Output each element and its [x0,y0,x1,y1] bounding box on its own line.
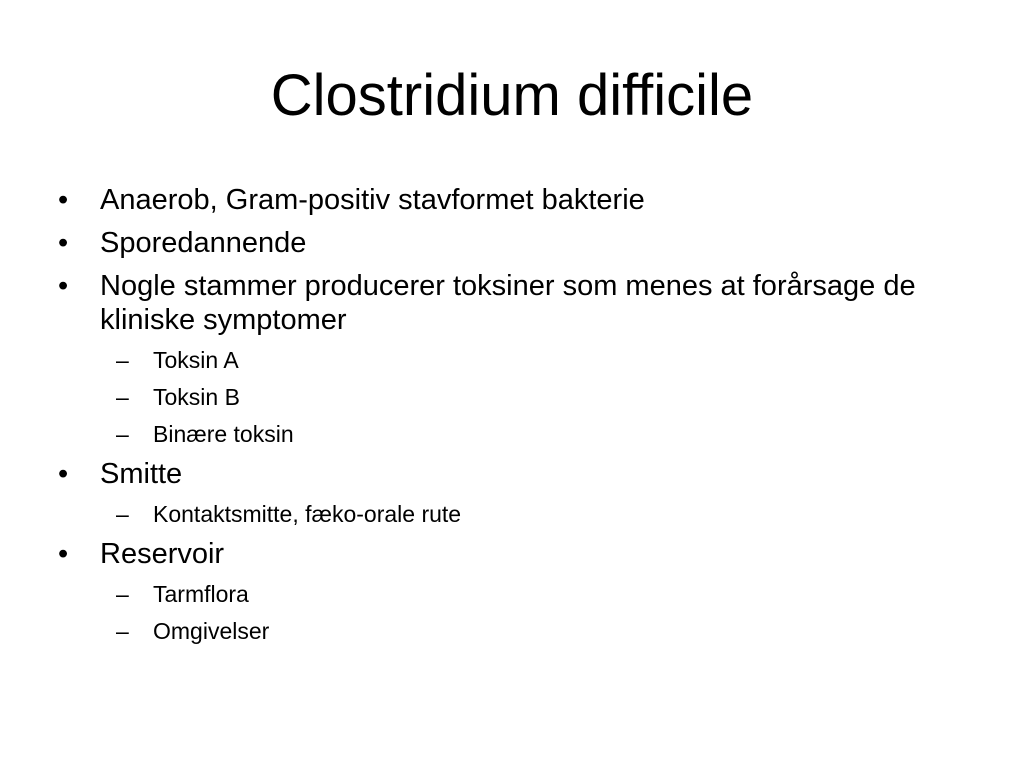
bullet-marker: • [58,270,69,302]
bullet-item-sporedannende [58,226,938,260]
sub-bullet-item-toksin-b [58,383,938,411]
sub-bullet-text: Tarmflora [153,581,249,607]
sub-bullet-text: Toksin A [153,347,239,373]
bullet-text: Reservoir [100,538,225,570]
sub-bullet-text: Toksin B [153,384,240,410]
sub-bullet-marker: – [116,581,129,607]
bullet-marker: • [58,184,69,216]
slide-title: Clostridium difficile [270,63,754,128]
bullet-marker: • [58,227,69,259]
sub-bullet-marker: – [116,384,129,410]
bullet-text: Anaerob, Gram-positiv stavformet bakterie [100,184,645,216]
bullet-text: Smitte [100,458,183,490]
bullet-marker: • [58,458,69,490]
bullet-text: Nogle stammer producerer toksiner som menes at forårsage de kliniske symptomer [100,270,916,336]
sub-bullet-marker: – [116,501,129,527]
sub-bullet-item-binaere-toksin [58,420,938,448]
sub-bullet-marker: – [116,618,129,644]
sub-bullet-marker: – [116,347,129,373]
bullet-item-smitte [58,457,938,491]
bullet-text: Sporedannende [100,227,307,259]
sub-bullet-item-toksin-a [58,346,938,374]
sub-bullet-text: Kontaktsmitte, fæko-orale rute [153,501,462,527]
bullet-list [58,183,938,654]
bullet-item-reservoir [58,537,938,571]
bullet-item-anaerob [58,183,938,217]
sub-bullet-item-tarmflora [58,580,938,608]
sub-bullet-text: Omgivelser [153,618,270,644]
sub-bullet-text: Binære toksin [153,421,294,447]
bullet-marker: • [58,538,69,570]
sub-bullet-item-kontaktsmitte [58,500,938,528]
sub-bullet-item-omgivelser [58,617,938,645]
sub-bullet-marker: – [116,421,129,447]
bullet-item-toksiner [58,269,938,337]
